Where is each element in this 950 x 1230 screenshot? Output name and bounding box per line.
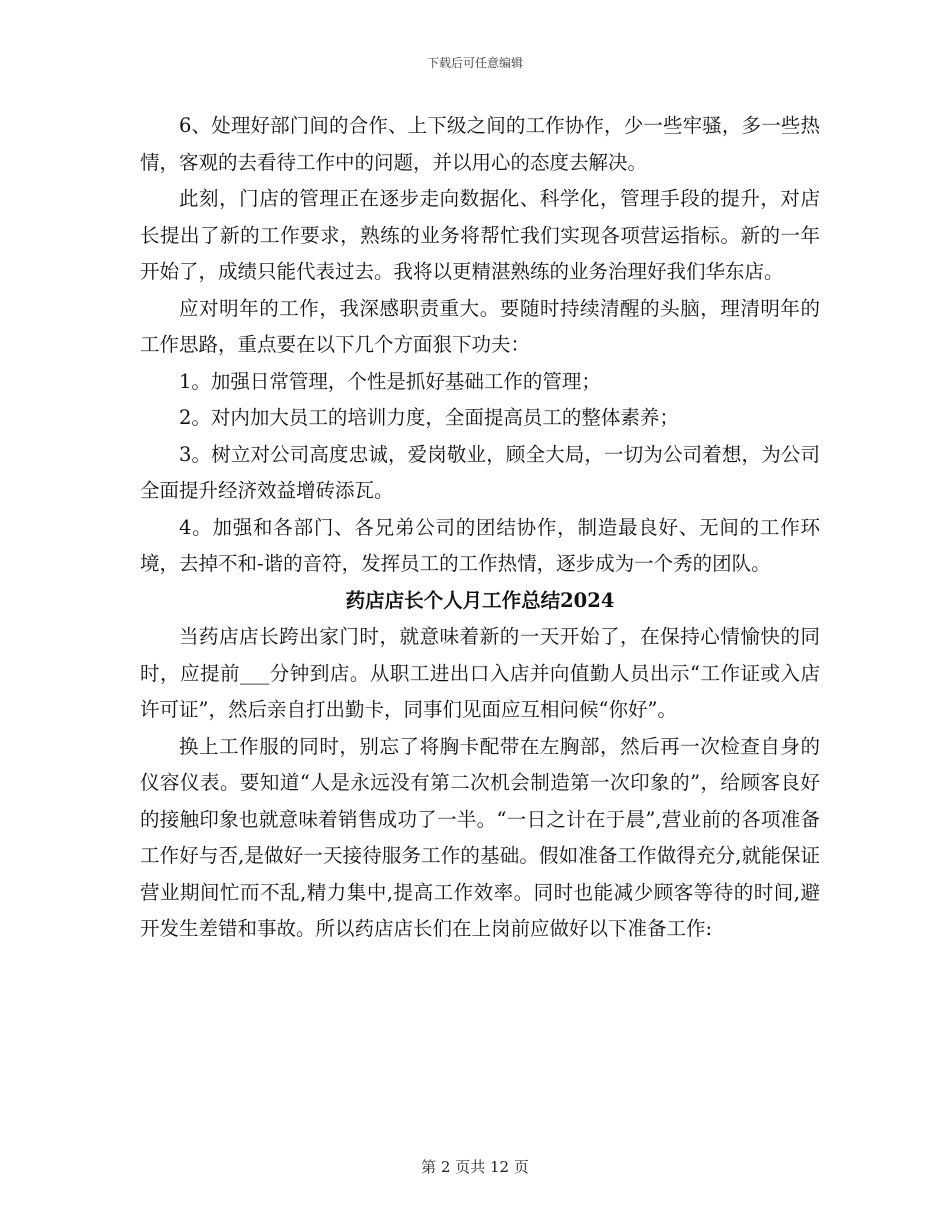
list-item-3: 3。树立对公司高度忠诚，爱岗敬业，顾全大局，一切为公司着想，为公司全面提升经济效益增砖添瓦。 [140, 442, 820, 502]
paragraph-next-year: 应对明年的工作，我深感职责重大。要随时持续清醒的头脑，理清明年的工作思路，重点要在以下几个方面狠下功夫： [140, 296, 820, 356]
paragraph-item-6: 6、处理好部门间的合作、上下级之间的工作协作，少一些牢骚，多一些热情，客观的去看待工作中的问题，并以用心的态度去解决。 [140, 114, 820, 174]
paragraph-preparation: 换上工作服的同时，别忘了将胸卡配带在左胸部，然后再一次检查自身的仪容仪表。要知道“人是永远没有第二次机会制造第一次印象的”，给顾客良好的接触印象也就意味着销售成功了一半。“一日之计在于晨”,营业前的各项准备工作好与否,是做好一天接待服务工作的基础。假如准备工作做得充分,就能保证营业期间忙而不乱,精力集中,提高工作效率。同时也能减少顾客等待的时间,避开发生差错和事故。所以药店店长们在上岗前应做好以下准备工作: [140, 734, 820, 940]
paragraph-management: 此刻，门店的管理正在逐步走向数据化、科学化，管理手段的提升，对店长提出了新的工作要求，熟练的业务将帮忙我们实现各项营运指标。新的一年开始了，成绩只能代表过去。我将以更精湛熟练的业务治理好我们华东店。 [140, 187, 820, 283]
list-item-2: 2。对内加大员工的培训力度，全面提高员工的整体素养； [179, 406, 679, 429]
section-title: 药店店长个人月工作总结2024 [345, 588, 615, 612]
document-body [140, 108, 820, 948]
list-item-4: 4。加强和各部门、各兄弟公司的团结协作，制造最良好、无间的工作环境，去掉不和-谐的音符，发挥员工的工作热情，逐步成为一个秀的团队。 [140, 515, 820, 575]
header-note: 下载后可任意编辑 [426, 56, 523, 70]
list-item-1: 1。加强日常管理，个性是抓好基础工作的管理； [179, 369, 601, 393]
paragraph-arrival: 当药店店长跨出家门时，就意味着新的一天开始了，在保持心情愉快的同时，应提前___分钟到店。从职工进出口入店并向值勤人员出示“工作证或入店许可证”，然后亲自打出勤卡，同事们见面应互相问候“你好”。 [140, 625, 820, 721]
page-number: 第 2 页共 12 页 [421, 1158, 529, 1176]
